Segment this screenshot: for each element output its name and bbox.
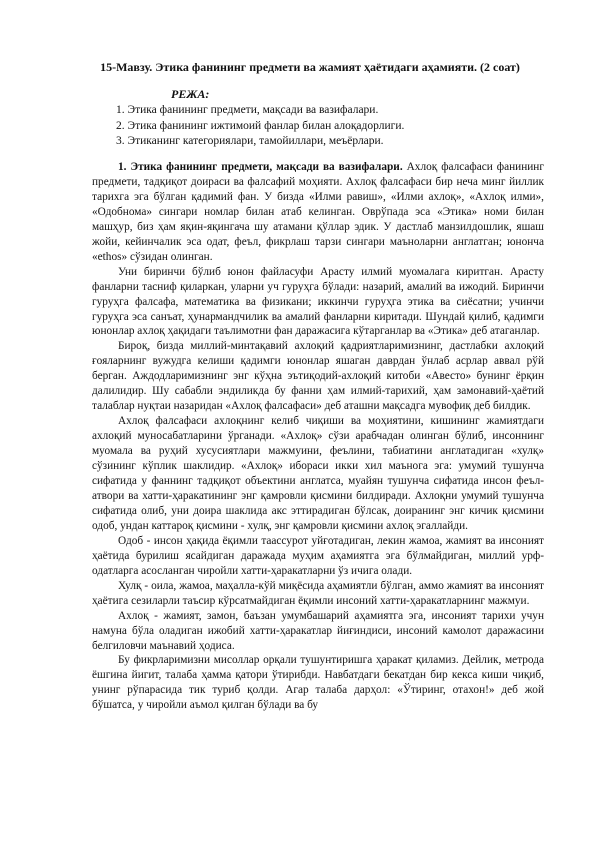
body-paragraph: Бироқ, бизда миллий-минтақавий ахлоқий қадриятларимизнинг, дастлабки ахлоқий ғояларнинг вужудга келиши қадимги юнонлар яшаган даврдан ўнлаб асрлар аввал рўй берган. Аждодларимизнинг энг кўҳна эътиқодий-ахлоқий китоби «Авесто» бунинг ёрқин далилидир. Шу сабабли эндиликда бу фанни ҳам илмий-тарихий, ҳам замонавий-ҳаётий талаблар нуқтаи назаридан «Ахлоқ фалсафаси» деб аташни мақсадга мувофиқ деб билдик.: [92, 340, 544, 413]
document-title: 15-Мавзу. Этика фанининг предмети ва жамият ҳаётидаги аҳамияти. (2 соат): [100, 60, 520, 74]
plan-item: 1. Этика фанининг предмети, мақсади ва вазифалари.: [116, 104, 379, 116]
body-paragraph: Ахлоқ фалсафаси ахлоқнинг келиб чиқиши ва моҳиятини, кишининг жамиятдаги ахлоқий муносабатларини ўрганади. «Ахлоқ» сўзи арабчадан олинган бўлиб, инсоннинг муомала ва руҳий хусусиятлари мажмуини, феълини, табиатини англатадиган «хулқ» сўзининг кўплик шаклидир. «Ахлоқ» ибораси икки хил маънога эга: умумий тушунча сифатида у фаннинг тадқиқот объектини англатса, муайян тушунча сифатида инсон феъл-атвори ва хатти-ҳаракатининг энг қамровли қисмини билдиради. Ахлоқни умумий тушунча сифатида олиб, уни доира шаклида акс эттирадиган бўлсак, доиранинг энг кичик қисмини одоб, ундан каттароқ қисмини - хулқ, энг қамровли қисмини ахлоқ эгаллайди.: [92, 415, 544, 532]
body-paragraph: [92, 160, 544, 265]
plan-heading: РЕЖА:: [171, 87, 210, 101]
body-paragraph: Хулқ - оила, жамоа, маҳалла-кўй миқёсида аҳамиятли бўлган, аммо жамият ва инсоният ҳаётига сезиларли таъсир кўрсатмайдиган ёқимли инсоний хатти-ҳаракатларнинг мажмуи.: [92, 579, 544, 607]
paragraph-text: Ахлоқ фалсафаси фанининг предмети, тадқиқот доираси ва фалсафий моҳияти. Ахлоқ фалсафаси бир неча минг йиллик тарихга эга бўлган қадимий фан. У бизда «Илми равиш», «Илми ахлоқ», «Ахлоқ илми», «Одобнома» сингари номлар билан атаб келинган. Оврўпада эса «Этика» номи билан машҳур, биз ҳам яқин-яқингача шу атамани қўллар эдик. У дастлаб манзилдошлик, яшаш жойи, кейинчалик эса одат, феъл, фикрлаш тарзи сингари маъноларни англатган; юнонча «ethos» сўзидан олинган.: [92, 161, 544, 263]
plan-item: 2. Этика фанининг ижтимоий фанлар билан алоқадорлиги.: [116, 119, 405, 132]
body-paragraph: Одоб - инсон ҳақида ёқимли таассурот уйғотадиган, лекин жамоа, жамият ва инсоният ҳаётида бурилиш ясайдиган даражада муҳим аҳамиятга эга бўлмайдиган, миллий урф-одатларга асосланган чиройли хатти-ҳаракатларни ўз ичига олади.: [92, 534, 544, 577]
document-body: [92, 160, 544, 713]
body-paragraph: Уни биринчи бўлиб юнон файласуфи Арасту илмий муомалага киритган. Арасту фанларни тасниф қиларкан, уларни уч гуруҳга бўлади: назарий, амалий ва ижодий. Биринчи гуруҳга фалсафа, математика ва физикани; иккинчи гуруҳга этика ва сиёсатни; учинчи гуруҳга эса санъат, ҳунармандчилик ва амалий фанларни киритади. Шундай қилиб, қадимги юнонлар ахлоқ ҳақидаги таълимотни фан даражасига кўтарганлар ва «Этика» деб атаганлар.: [92, 265, 544, 338]
plan-item: 3. Этиканинг категориялари, тамойиллари, меъёрлари.: [116, 135, 384, 147]
body-paragraph: Бу фикрларимизни мисоллар орқали тушунтиришга ҳаракат қиламиз. Дейлик, метрода ёшгина йигит, талаба ҳамма қатори ўтирибди. Навбатдаги бекатдан бир кекса киши чиқиб, унинг рўпарасида тик туриб қолди. Агар талаба дарҳол: «Ўтиринг, отахон!» деб жой бўшатса, у чиройли аъмол қилган бўлади ва бу: [92, 654, 544, 712]
section-heading: 1. Этика фанининг предмети, мақсади ва вазифалари.: [118, 161, 403, 173]
plan-list: [116, 103, 404, 150]
body-paragraph: Ахлоқ - жамият, замон, баъзан умумбашарий аҳамиятга эга, инсоният тарихи учун намуна бўла оладиган ижобий хатти-ҳаракатлар йиғиндиси, инсоний камолот даражасини белгиловчи маънавий ҳодиса.: [92, 609, 544, 652]
